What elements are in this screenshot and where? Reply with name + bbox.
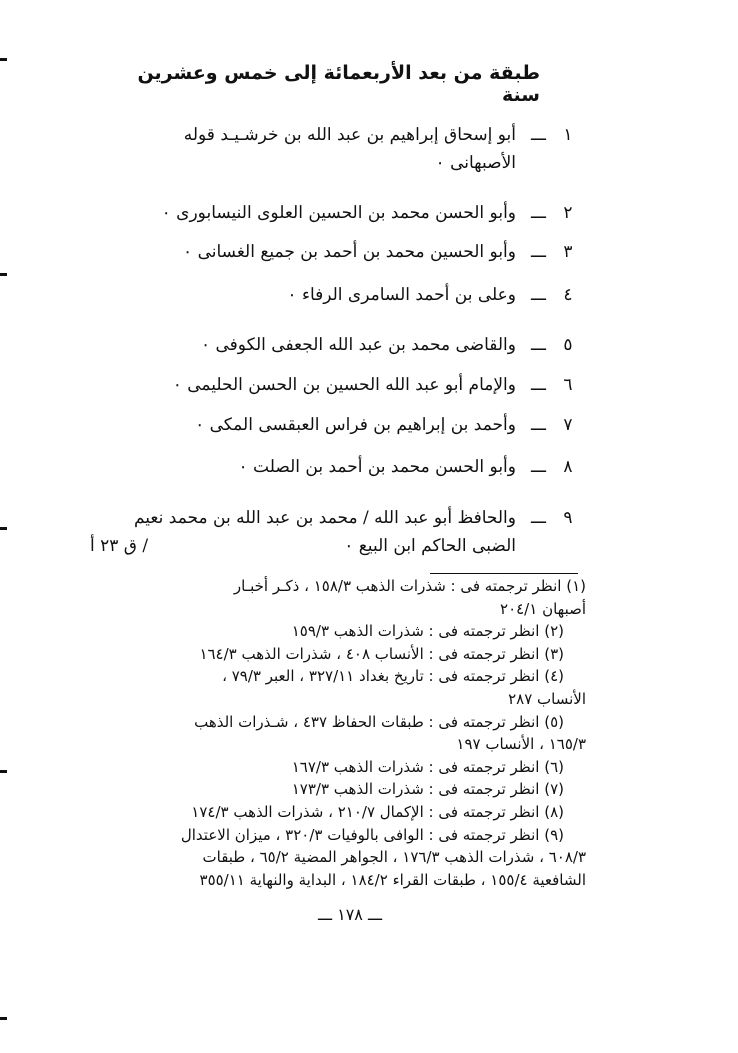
- entry-text: وعلى بن أحمد السامرى الرفاء ٠: [287, 285, 516, 305]
- entry-number: ٢: [563, 203, 573, 223]
- entry-text: وأبو الحسن محمد بن الحسين العلوى النيسابورى ٠: [161, 203, 516, 223]
- footnote-line: (٩) انظر ترجمته فى : الوافى بالوفيات ٣٢٠/٣ ، ميزان الاعتدال: [180, 825, 564, 844]
- entry-text: والقاضى محمد بن عبد الله الجعفى الكوفى ٠: [200, 335, 516, 355]
- footnote-separator: [430, 573, 578, 574]
- footnote-line: (١) انظر ترجمته فى : شذرات الذهب ١٥٨/٣ ، ذكـر أخبـار: [233, 577, 586, 595]
- footnote-line: (٣) انظر ترجمته فى : الأنساب ٤٠٨ ، شذرات الذهب ١٦٤/٣: [199, 644, 564, 663]
- footnote-line: أصبهان ٢٠٤/١: [500, 599, 586, 618]
- scan-edge-mark: [0, 770, 7, 773]
- entry-number: ٦: [563, 375, 573, 395]
- footnote-line: (٦) انظر ترجمته فى : شذرات الذهب ١٦٧/٣: [291, 757, 564, 776]
- entry-dash: ـــ: [531, 375, 546, 395]
- entry-dash: ـــ: [531, 415, 546, 435]
- entry-continuation: الضبى الحاكم ابن البيع ٠: [344, 536, 516, 556]
- entry-continuation: الأصبهانى ٠: [435, 153, 516, 173]
- footnote-line: (٨) انظر ترجمته فى : الإكمال ٢١٠/٧ ، شذرات الذهب ١٧٤/٣: [191, 802, 564, 821]
- footnote-line: (٧) انظر ترجمته فى : شذرات الذهب ١٧٣/٣: [291, 780, 564, 799]
- footnote-line: الشافعية ١٥٥/٤ ، طبقات القراء ١٨٤/٢ ، البداية والنهاية ٣٥٥/١١: [199, 870, 586, 889]
- page-number: ـــ ١٧٨ ـــ: [317, 905, 383, 924]
- entry-number: ٧: [563, 415, 573, 435]
- scan-edge-mark: [0, 58, 7, 61]
- footnote-line: الأنساب ٢٨٧: [508, 689, 586, 708]
- entry-dash: ـــ: [531, 203, 546, 223]
- scan-edge-mark: [0, 273, 7, 276]
- footnote-line: (٤) انظر ترجمته فى : تاريخ بغداد ٣٢٧/١١ ، العبر ٧٩/٣ ،: [222, 667, 564, 686]
- entry-number: ٨: [563, 457, 573, 477]
- entry-text: وأبو الحسين محمد بن أحمد بن جميع الغسانى ٠: [183, 242, 516, 262]
- entry-text: والحافظ أبو عبد الله / محمد بن عبد الله بن محمد نعيم: [133, 508, 516, 528]
- footnote-line: (٢) انظر ترجمته فى : شذرات الذهب ١٥٩/٣: [291, 622, 564, 641]
- footnotes: [90, 575, 586, 891]
- entry-dash: ـــ: [531, 335, 546, 355]
- scan-edge-mark: [0, 1017, 7, 1020]
- entry-dash: ـــ: [531, 242, 546, 262]
- footnote-line: ١٦٥/٣ ، الأنساب ١٩٧: [456, 735, 586, 754]
- entry-text: وأبو الحسن محمد بن أحمد بن الصلت ٠: [238, 457, 516, 477]
- entry-dash: ـــ: [531, 508, 546, 528]
- footnote-line: (٥) انظر ترجمته فى : طبقات الحفاظ ٤٣٧ ، شـذرات الذهب: [194, 712, 564, 731]
- page-title: طبقة من بعد الأربعمائة إلى خمس وعشرين سنة: [137, 62, 540, 106]
- entry-dash: ـــ: [531, 125, 546, 145]
- entry-number: ٩: [563, 508, 573, 528]
- scan-edge-mark: [0, 527, 7, 530]
- entry-number: ٣: [563, 242, 573, 262]
- entry-number: ٤: [563, 285, 573, 305]
- entry-text: وأحمد بن إبراهيم بن فراس العبقسى المكى ٠: [195, 415, 516, 435]
- entry-dash: ـــ: [531, 457, 546, 477]
- footnote-line: ٦٠٨/٣ ، شذرات الذهب ١٧٦/٣ ، الجواهر المضية ٦٥/٢ ، طبقات: [202, 848, 586, 867]
- entry-text: أبو إسحاق إبراهيم بن عبد الله بن خرشـيـد قوله: [183, 125, 516, 145]
- entry-text: والإمام أبو عبد الله الحسين بن الحسن الحليمى ٠: [172, 375, 516, 395]
- entry-number: ١: [563, 125, 573, 145]
- entry-dash: ـــ: [531, 285, 546, 305]
- entry-number: ٥: [563, 335, 573, 355]
- manuscript-folio-marker: / ق ٢٣ أ: [90, 536, 149, 556]
